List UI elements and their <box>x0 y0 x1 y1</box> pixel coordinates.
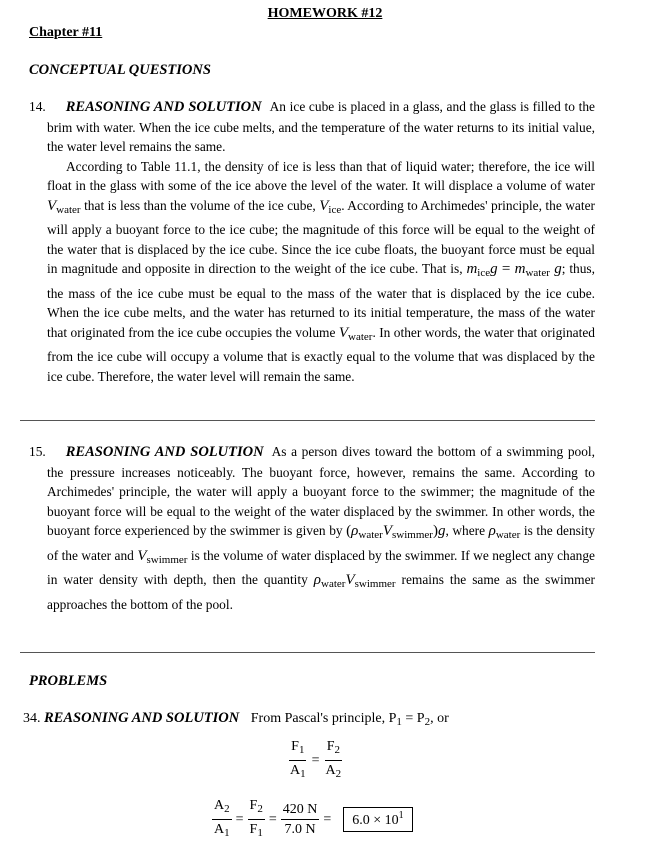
eq-mass-balance: $m_{ice}g = m_{water}$ g <box>466 261 562 279</box>
q14-text2b: that is less than the volume of the ice cube, <box>80 197 320 213</box>
q14-number: 14. <box>29 99 46 114</box>
q15-para <box>29 442 595 614</box>
q15-text4: is the volume of water displaced by the swimmer. If we neglect any change in water density with depth, then the quantity <box>47 547 595 587</box>
q14-text2d: ; thus, the mass of the ice cube must be equal to the mass of the water that is displaced by the ice cube. When the ice cube melts, and the water has returned to its initial temperature, the mass of the water that originated from the ice cube occupies the volume <box>47 261 595 340</box>
p34-label: REASONING AND SOLUTION <box>44 710 240 726</box>
question-14 <box>29 97 595 386</box>
area-ratio-equation: $\frac{A_2}{A_1}$ = $\frac{F_2}{F_1}$ = $\frac{420 N}{7.0 N}$ = $6.0 \times 10^1$ <box>212 797 413 842</box>
q15-number: 15. <box>29 444 46 459</box>
q14-para2 <box>47 157 595 387</box>
var-v-water: $V_{water}$ <box>47 197 81 216</box>
p34-intro: From Pascal's principle, $P_1 = P_2$, or <box>250 711 449 728</box>
q14-text2c: . According to Archimedes' principle, the water will apply a buoyant force to the ice cube; the magnitude of this force will be equal to the weight of the water that is displaced by the ice cube. Since the ice cube floats, the buoyant force must be equal in magnitude and opposite in direction to the weight of the ice cube. That is, <box>47 197 595 276</box>
pascal-equation: $\frac{F_1}{A_1}$ = $\frac{F_2}{A_2}$ <box>288 738 343 783</box>
fraction-f2-a2: $\frac{F_2}{A_2}$ <box>325 739 342 780</box>
fraction-a2-a1: $\frac{A_2}{A_1}$ <box>214 798 230 839</box>
fraction-f2-f1: $\frac{F_2}{F_1}$ <box>249 798 263 839</box>
q14-text2e: . In other words, the water that originated from the ice cube will occupy a volume that is exactly equal to the volume that was displaced by the ice cube. Therefore, the water level will remain the same. <box>47 324 595 384</box>
q15-text5: remains the same as the swimmer approaches the bottom of the pool. <box>47 572 595 612</box>
q14-text1: An ice cube is placed in a glass, and the glass is filled to the brim with water. When the ice cube melts, and the temperature of the water returns to its initial value, the water level remains the same. <box>47 99 595 154</box>
p34-number: 34. <box>23 711 41 726</box>
eq-buoyant-force: $(\rho_{water}V_{swimmer})g$ <box>346 523 446 541</box>
homework-title: HOMEWORK #12 <box>267 6 383 21</box>
fraction-f1-a1: $\frac{F_1}{A_1}$ <box>290 739 306 780</box>
divider-2 <box>20 652 595 653</box>
q15-label: REASONING AND SOLUTION <box>65 444 264 460</box>
q14-para1 <box>29 97 595 157</box>
chapter-label: Chapter #11 <box>29 25 103 40</box>
var-v-swimmer: $V_{swimmer}$ <box>137 547 188 566</box>
var-rho-water: $\rho_{water}$ <box>488 523 521 541</box>
problem-34 <box>23 710 449 728</box>
q15-text3: is the density of the water and <box>47 523 595 563</box>
var-v-water-2: $V_{water}$ <box>338 324 373 343</box>
conceptual-heading: CONCEPTUAL QUESTIONS <box>29 62 211 78</box>
answer-box: $6.0 \times 10^1$ <box>343 807 412 832</box>
var-rho-v: $\rho_{water}V_{swimmer}$ <box>313 572 396 590</box>
q15-text1: As a person dives toward the bottom of a swimming pool, the pressure increases noticeably. The buoyant force, however, remains the same. According to Archimedes' principle, the water will apply a buoyant force to the swimmer; the magnitude of the buoyant force will be equal to the weight of the water displaced by the swimmer. In other words, the buoyant force experienced by the swimmer is given by <box>47 444 595 538</box>
divider-1 <box>20 420 595 421</box>
fraction-numeric: $\frac{420 N}{7.0 N}$ <box>282 802 318 837</box>
var-v-ice: $V_{ice}$ <box>319 197 342 216</box>
problems-heading: PROBLEMS <box>29 673 108 689</box>
q14-text2a: According to Table 11.1, the density of ice is less than that of liquid water; therefore, the ice will float in the glass with some of the ice above the level of the water. It will displace a volume of water <box>47 158 595 193</box>
q14-label: REASONING AND SOLUTION <box>65 99 262 115</box>
q15-text2: , where <box>445 523 489 538</box>
question-15 <box>29 442 595 614</box>
